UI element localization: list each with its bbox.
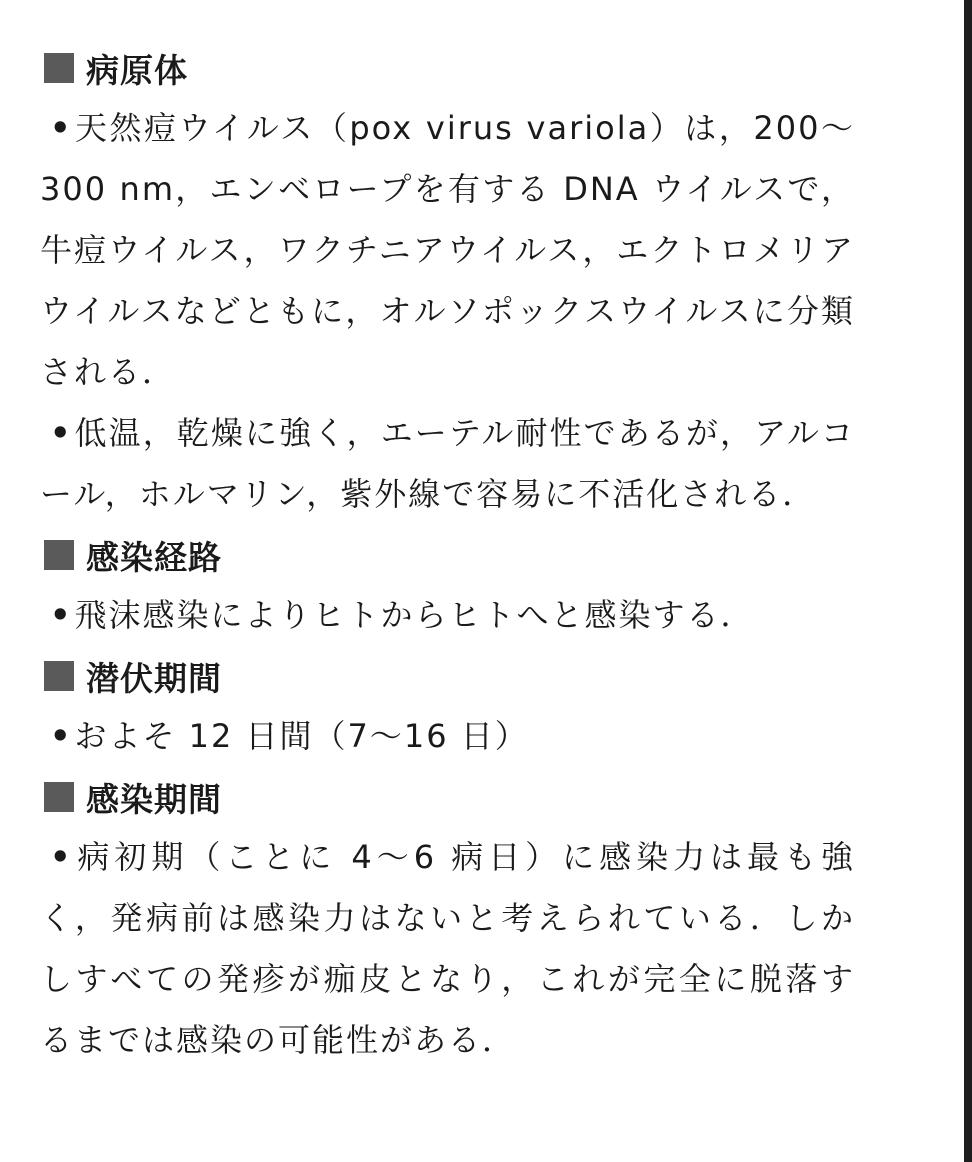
square-bullet-icon: [44, 540, 74, 570]
paragraph: [40, 98, 855, 403]
square-bullet-icon: [44, 661, 74, 691]
heading-text: 感染経路: [86, 537, 222, 577]
bullet-icon: •: [50, 717, 73, 755]
paragraph: [40, 827, 855, 1071]
right-edge-bar: [964, 0, 972, 1162]
section-heading-route: [40, 525, 855, 585]
paragraph: [40, 706, 855, 767]
paragraph-text: およそ 12 日間（7〜16 日）: [74, 717, 529, 755]
paragraph-text: 飛沫感染によりヒトからヒトへと感染する．: [74, 596, 755, 634]
paragraph: [40, 403, 855, 525]
paragraph-text: 病初期（ことに 4〜6 病日）に感染力は最も強く，発病前は感染力はないと考えられている．しかしすべての発疹が痂皮となり，これが完全に脱落するまでは感染の可能性がある．: [40, 838, 855, 1059]
section-heading-infectious-period: [40, 767, 855, 827]
document-body: [40, 38, 855, 1071]
heading-text: 感染期間: [86, 779, 222, 819]
bullet-icon: •: [50, 109, 73, 147]
paragraph-text: 低温，乾燥に強く，エーテル耐性であるが，アルコール，ホルマリン，紫外線で容易に不活化される．: [40, 414, 855, 513]
square-bullet-icon: [44, 53, 74, 83]
paragraph-text: 天然痘ウイルス（pox virus variola）は，200〜300 nm，エンベロープを有する DNA ウイルスで，牛痘ウイルス，ワクチニアウイルス，エクトロメリアウイルスなどともに，オルソポックスウイルスに分類される．: [40, 109, 855, 391]
bullet-icon: •: [50, 414, 73, 452]
bullet-icon: •: [50, 838, 73, 876]
heading-text: 病原体: [86, 50, 188, 90]
bullet-icon: •: [50, 596, 73, 634]
section-heading-pathogen: [40, 38, 855, 98]
square-bullet-icon: [44, 782, 74, 812]
section-heading-incubation: [40, 646, 855, 706]
paragraph: [40, 585, 855, 646]
heading-text: 潜伏期間: [86, 658, 222, 698]
